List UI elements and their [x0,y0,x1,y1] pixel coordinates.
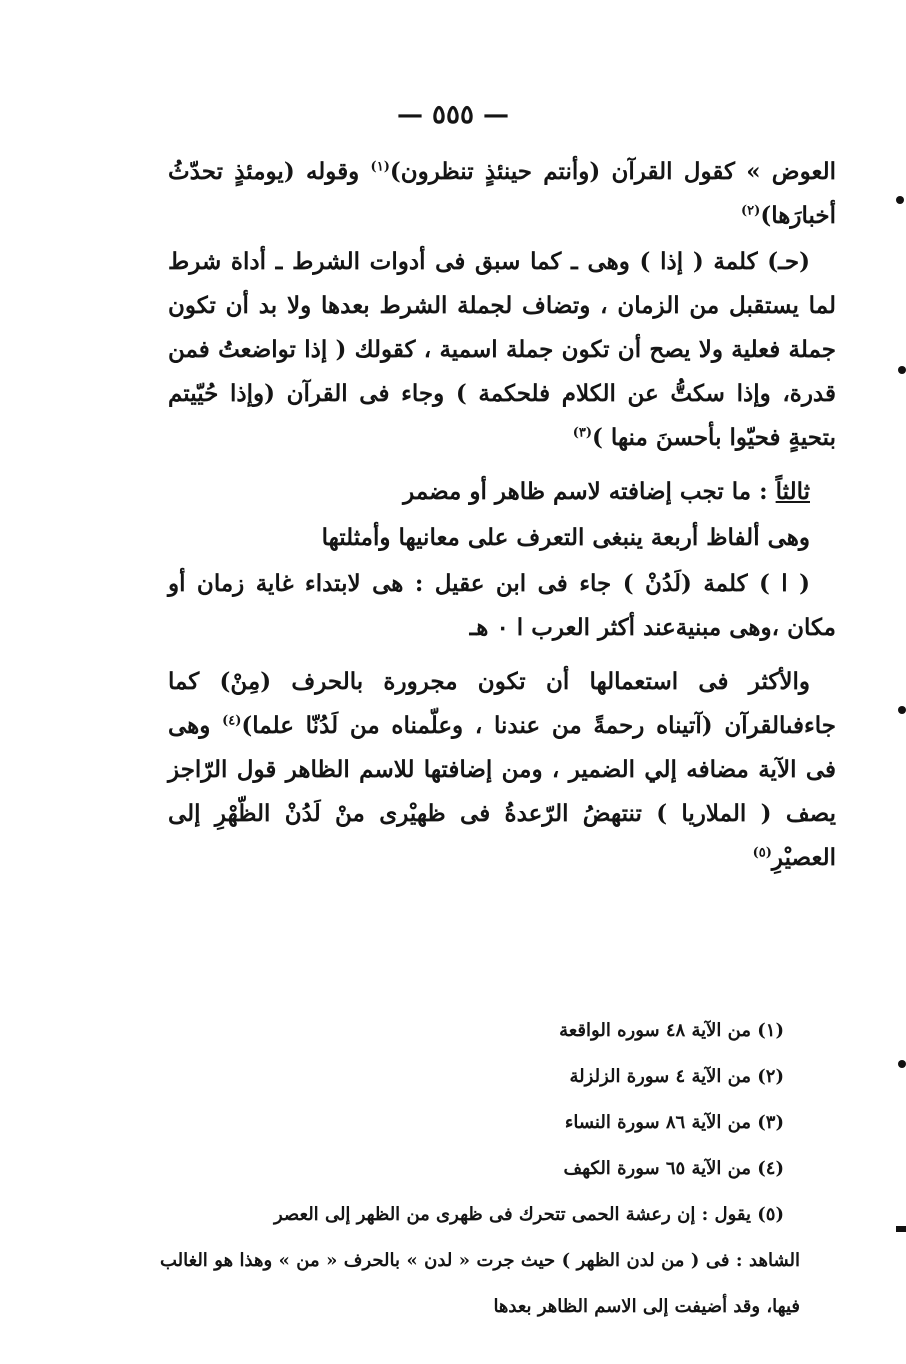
text-line: ( ا ) كلمة (لَدُنْ ) جاء فى ابن عقيل : هى لابتداء غاية زمان أو مكان ،وهى مبنيةعند أكثر العرب ا ٠ هـ [168,570,836,641]
text-line: (حـ) كلمة ( إذا ) وهى ـ كما سبق فى أدوات الشرط ـ أداة شرط لما يستقبل من الزمان ، وتضاف لجملة الشرط بعدها ولا بد أن تكون جملة فعلية ولا يصح أن تكون جملة اسمية ، كقولك ( إذا تواضعتُ فمن قدرة، وإذا سكتُّ عن الكلام فلحكمة ) وجاء فى القرآن (وإذا حُيّيتم بتحيةٍ فحيّوا بأحسنَ منها ) [168,248,836,451]
footnote-2: (٢) من الآية ٤ سورة الزلزلة [569,1066,784,1087]
text-line: وهى ألفاظ أربعة ينبغى التعرف على معانيها وأمثلتها [321,524,810,551]
paragraph-usage [168,660,836,880]
footnotes [160,1008,836,1330]
margin-mark [896,196,904,204]
footnote-marker: (٤) [222,713,242,729]
footnote-1: (١) من الآية ٤٨ سوره الواقعة [559,1020,784,1041]
heading-text: : ما تجب إضافته لاسم ظاهر أو مضمر [403,478,768,505]
paragraph-intro [168,516,836,560]
footnote-5: (٥) يقول : إن رعشة الحمى تتحرك فى ظهرى من الظهر إلى العصر [273,1204,784,1225]
footnote-marker: (١) [370,159,390,175]
text-line: وقوله (يومئذٍ تحدّثُ أخبارَها) [168,158,836,229]
main-text [168,150,836,890]
text-line: والأكثر فى استعمالها أن تكون مجرورة بالحرف (مِنْ) كما جاءفىالقرآن (آتيناه رحمةً من عندنا ، وعلّمناه من لَدُنّا علما) [168,668,836,739]
footnote-marker: (٢) [741,203,761,219]
paragraph-awad [168,150,836,238]
footnote-evidence: الشاهد : فى ( من لدن الظهر ) حيث جرت « لدن » بالحرف « من » وهذا هو الغالب فيها، وقد أضيفت إلى الاسم الظاهر بعدها [160,1250,800,1317]
margin-mark [896,1226,906,1232]
page-number: — ٥٥٥ — [396,100,510,130]
heading-ordinal: ثالثاً [775,478,810,505]
footnote-marker: (٣) [572,425,593,441]
footnote-marker: (٥) [752,845,772,861]
footnote-4: (٤) من الآية ٦٥ سورة الكهف [563,1158,784,1179]
margin-mark [898,366,906,374]
margin-mark [898,1060,906,1068]
paragraph-ladun [168,562,836,650]
section-heading [168,470,836,514]
text-line: العوض » كقول القرآن (وأنتم حينئذٍ تنظرون) [389,158,836,185]
paragraph-itha [168,240,836,460]
verse-line: تنتهضُ الرّعدةُ فى ظهيْرى منْ لَدُنْ الظّهْرِ إلى العصيْرِ [168,800,836,871]
text-line: وهى فى الآية مضافه إلي الضمير ، ومن إضافتها للاسم الظاهر قول الرّاجز يصف ( الملاريا ) [168,712,836,827]
margin-mark [898,706,906,714]
footnote-3: (٣) من الآية ٨٦ سورة النساء [564,1112,784,1133]
